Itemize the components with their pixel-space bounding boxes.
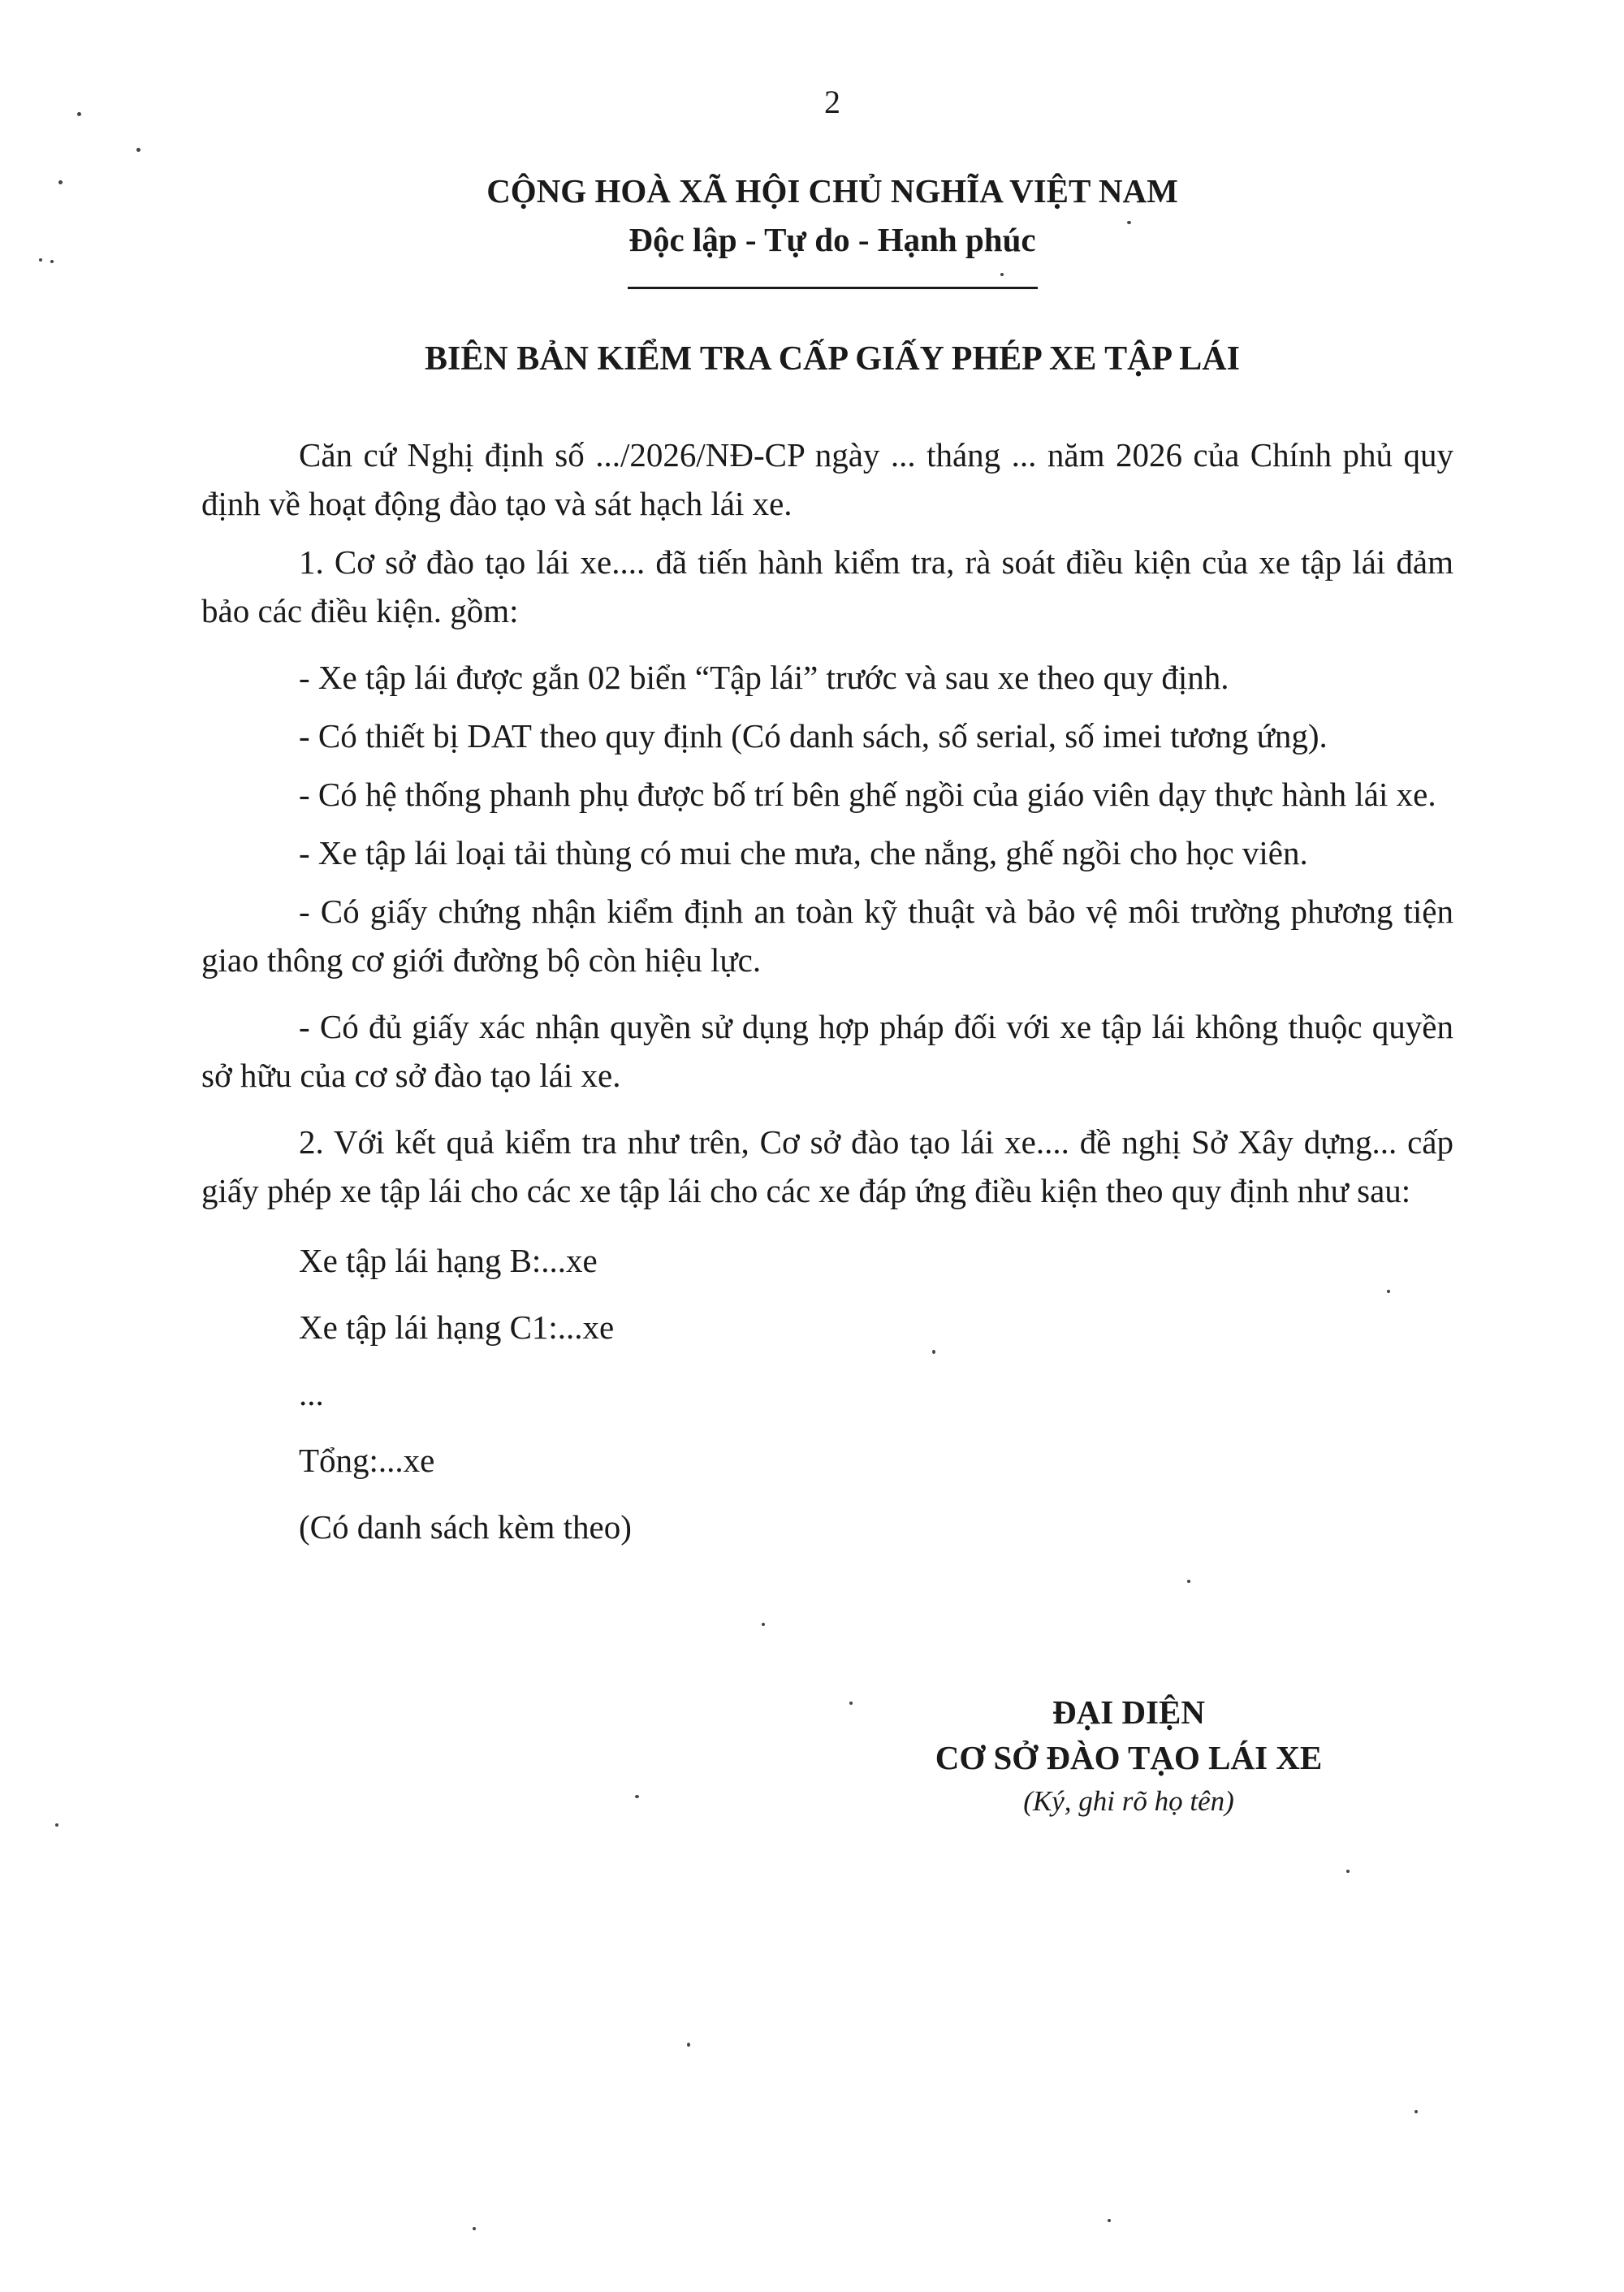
page-number: 2 <box>824 84 840 120</box>
scan-speck <box>849 1702 853 1705</box>
scan-speck <box>1415 2110 1418 2113</box>
scan-speck <box>687 2043 690 2047</box>
document-body <box>201 430 1453 1551</box>
vehicle-count-line: Xe tập lái hạng C1:...xe <box>299 1308 615 1346</box>
scan-speck <box>77 112 81 116</box>
scan-speck <box>55 1823 58 1827</box>
scan-speck <box>1346 1870 1350 1873</box>
vehicle-count-line: Xe tập lái hạng B:...xe <box>299 1242 598 1279</box>
national-header <box>0 166 1624 289</box>
scan-speck <box>50 260 54 263</box>
nation-name: CỘNG HOÀ XÃ HỘI CHỦ NGHĨA VIỆT NAM <box>486 172 1178 210</box>
scan-speck <box>1187 1580 1190 1583</box>
national-motto: Độc lập - Tự do - Hạnh phúc <box>628 221 1036 258</box>
scan-speck <box>932 1350 935 1354</box>
document-title: BIÊN BẢN KIỂM TRA CẤP GIẤY PHÉP XE TẬP LÁI <box>425 340 1240 378</box>
scan-speck <box>762 1623 765 1626</box>
signature-instruction: (Ký, ghi rõ họ tên) <box>1023 1785 1234 1817</box>
section-2-paragraph: 2. Với kết quả kiểm tra như trên, Cơ sở đào tạo lái xe.... đề nghị Sở Xây dựng... cấp giấy phép xe tập lái cho các xe tập lái cho các xe đáp ứng điều kiện theo quy định như sau: <box>201 1123 1453 1209</box>
scan-speck <box>473 2227 476 2230</box>
condition-item: - Có hệ thống phanh phụ được bố trí bên ghế ngồi của giáo viên dạy thực hành lái xe. <box>299 776 1436 813</box>
vehicle-count-line: ... <box>299 1375 324 1412</box>
signer-role-line-1: ĐẠI DIỆN <box>1052 1693 1205 1731</box>
scan-speck <box>39 258 42 262</box>
condition-item: - Xe tập lái được gắn 02 biển “Tập lái” trước và sau xe theo quy định. <box>299 659 1229 696</box>
scan-speck <box>1000 273 1004 276</box>
signer-role-line-2: CƠ SỞ ĐÀO TẠO LÁI XE <box>935 1739 1323 1776</box>
scan-speck <box>1127 221 1131 224</box>
legal-basis-paragraph: Căn cứ Nghị định số .../2026/NĐ-CP ngày ... tháng ... năm 2026 của Chính phủ quy định về hoạt động đào tạo và sát hạch lái xe. <box>201 436 1453 522</box>
condition-item: - Có giấy chứng nhận kiểm định an toàn kỹ thuật và bảo vệ môi trường phương tiện giao thông cơ giới đường bộ còn hiệu lực. <box>201 893 1453 979</box>
attachment-note: (Có danh sách kèm theo) <box>299 1508 632 1546</box>
section-1-paragraph: 1. Cơ sở đào tạo lái xe.... đã tiến hành kiểm tra, rà soát điều kiện của xe tập lái đảm bảo các điều kiện. gồm: <box>201 543 1453 629</box>
scan-speck <box>136 148 140 152</box>
scan-speck <box>58 180 63 184</box>
scan-speck <box>635 1795 639 1798</box>
total-line: Tổng:...xe <box>299 1442 435 1479</box>
scan-speck <box>1387 1290 1390 1293</box>
header-divider <box>628 287 1038 289</box>
condition-item: - Xe tập lái loại tải thùng có mui che mưa, che nắng, ghế ngồi cho học viên. <box>299 834 1308 871</box>
scan-speck <box>1108 2219 1111 2222</box>
condition-item: - Có thiết bị DAT theo quy định (Có danh sách, số serial, số imei tương ứng). <box>299 717 1328 755</box>
condition-item: - Có đủ giấy xác nhận quyền sử dụng hợp pháp đối với xe tập lái không thuộc quyền sở hữu của cơ sở đào tạo lái xe. <box>201 1008 1453 1094</box>
signature-block <box>877 1689 1380 1823</box>
